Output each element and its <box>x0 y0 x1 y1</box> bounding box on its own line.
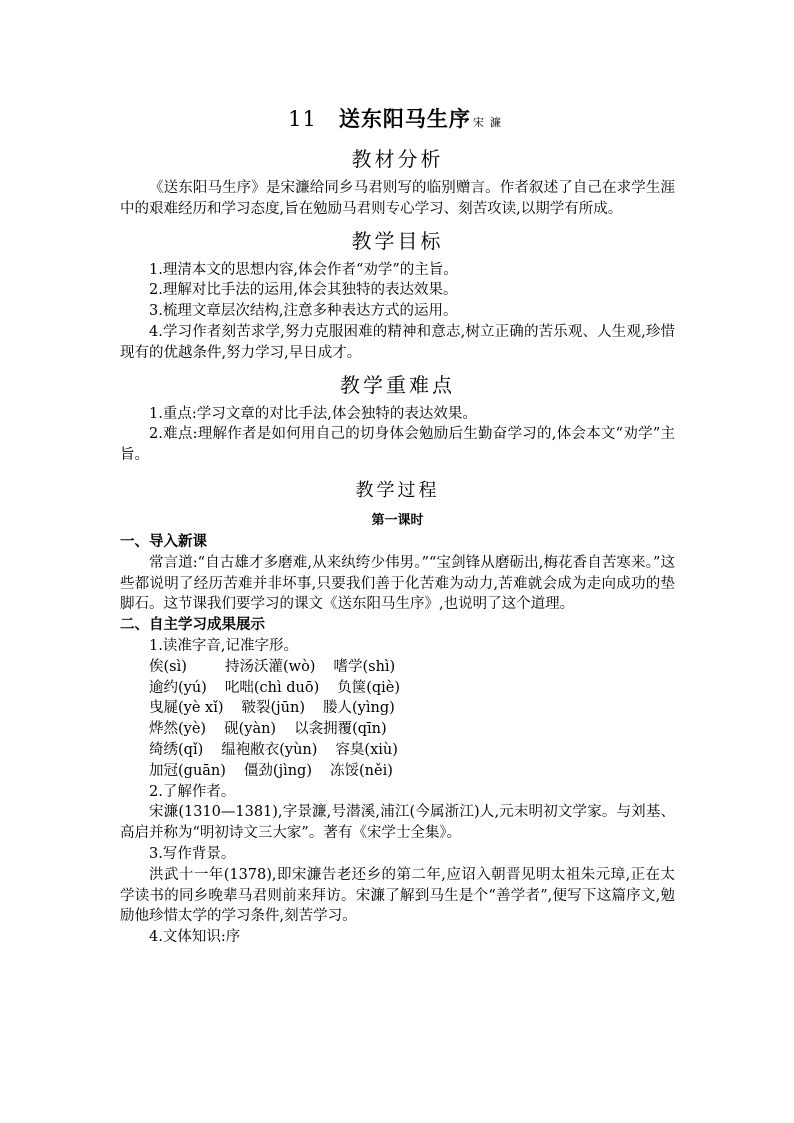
lesson-period: 第一课时 <box>371 512 424 528</box>
vocab-list <box>120 657 675 782</box>
vocab-entry: 负箧(qiè) <box>337 679 401 696</box>
keypoint-item: 1.重点:学习文章的对比手法,体会独特的表达效果。 <box>149 405 477 422</box>
author-intro-text: 宋濂(1310—1381),字景濂,号潜溪,浦江(今属浙江)人,元末明初文学家。与刘基、高启并称为“明初诗文三大家”。著有《宋学士全集》。 <box>120 804 675 842</box>
keypoint-item: 2.难点:理解作者是如何用自己的切身体会勉励后生勤奋学习的,体会本文“劝学”主旨。 <box>120 426 675 464</box>
part1-text: 常言道:“自古雄才多磨难,从来纨绔少伟男。”“宝剑锋从磨砺出,梅花香自苦寒来。”这些都说明了经历苦难并非坏事,只要我们善于化苦难为动力,苦难就会成为走向成功的垫脚石。这节课我们要学习的课文《送东阳马生序》,也说明了这个道理。 <box>120 554 675 613</box>
part2-item3: 3.写作背景。 <box>149 845 236 862</box>
goal-item: 1.理清本文的思想内容,体会作者“劝学”的主旨。 <box>149 261 458 278</box>
vocab-entry: 叱咄(chì duō) <box>224 679 320 696</box>
lesson-title-text: 送东阳马生序 <box>338 106 471 131</box>
vocab-row <box>149 678 675 699</box>
part2-heading: 二、自主学习成果展示 <box>120 616 265 634</box>
document-content <box>120 104 675 948</box>
goal-item: 4.学习作者刻苦求学,努力克服困难的精神和意志,树立正确的苦乐观、人生观,珍惜现有的优越条件,努力学习,早日成才。 <box>120 323 675 361</box>
analysis-text: 《送东阳马生序》是宋濂给同乡马君则写的临别赠言。作者叙述了自己在求学生涯中的艰难经历和学习态度,旨在勉励马君则专心学习、刻苦攻读,以期学有所成。 <box>120 180 675 217</box>
vocab-entry: 皲裂(jūn) <box>241 700 306 717</box>
vocab-row <box>149 719 675 740</box>
vocab-entry: 俟(sì) <box>149 658 187 675</box>
part2-item1: 1.读准字音,记准字形。 <box>149 637 298 654</box>
vocab-row <box>149 657 675 678</box>
vocab-entry: 缊袍敝衣(yùn) <box>221 741 318 758</box>
goals-heading: 教学目标 <box>351 228 444 253</box>
vocab-entry: 冻馁(něi) <box>330 762 393 779</box>
vocab-entry: 媵人(yìng) <box>323 700 395 717</box>
vocab-entry: 嗜学(shì) <box>333 658 396 675</box>
lesson-number: 11 <box>288 107 317 131</box>
vocab-entry: 砚(yàn) <box>224 721 277 738</box>
vocab-row <box>149 698 675 719</box>
lesson-author: 宋濂 <box>472 116 507 129</box>
part2-item4: 4.文体知识:序 <box>149 929 241 946</box>
background-text: 洪武十一年(1378),即宋濂告老还乡的第二年,应诏入朝晋见明太祖朱元璋,正在太学读书的同乡晚辈马君则前来拜访。宋濂了解到马生是个“善学者”,便写下这篇序文,勉励他珍惜太学的学习条件,刻苦学习。 <box>120 866 675 925</box>
vocab-entry: 绮绣(qǐ) <box>149 741 204 758</box>
vocab-entry: 逾约(yú) <box>149 679 207 696</box>
process-heading: 教学过程 <box>355 479 440 501</box>
vocab-row <box>149 740 675 761</box>
vocab-entry: 僵劲(jìng) <box>243 762 312 779</box>
vocab-entry: 以衾拥覆(qīn) <box>294 721 387 738</box>
goal-item: 3.梳理文章层次结构,注意多种表达方式的运用。 <box>149 303 458 320</box>
goal-item: 2.理解对比手法的运用,体会其独特的表达效果。 <box>149 282 458 299</box>
vocab-entry: 烨然(yè) <box>149 721 207 738</box>
vocab-entry: 容臭(xiù) <box>335 741 398 758</box>
part1-heading: 一、导入新课 <box>120 532 207 550</box>
lesson-title <box>120 104 675 138</box>
vocab-entry: 曳屣(yè xǐ) <box>149 700 224 717</box>
vocab-entry: 持汤沃灌(wò) <box>225 658 316 675</box>
vocab-row <box>149 761 675 782</box>
vocab-entry: 加冠(guān) <box>149 762 226 779</box>
analysis-heading: 教材分析 <box>351 147 444 171</box>
part2-item2: 2.了解作者。 <box>149 783 236 800</box>
keypoints-heading: 教学重难点 <box>340 372 455 397</box>
